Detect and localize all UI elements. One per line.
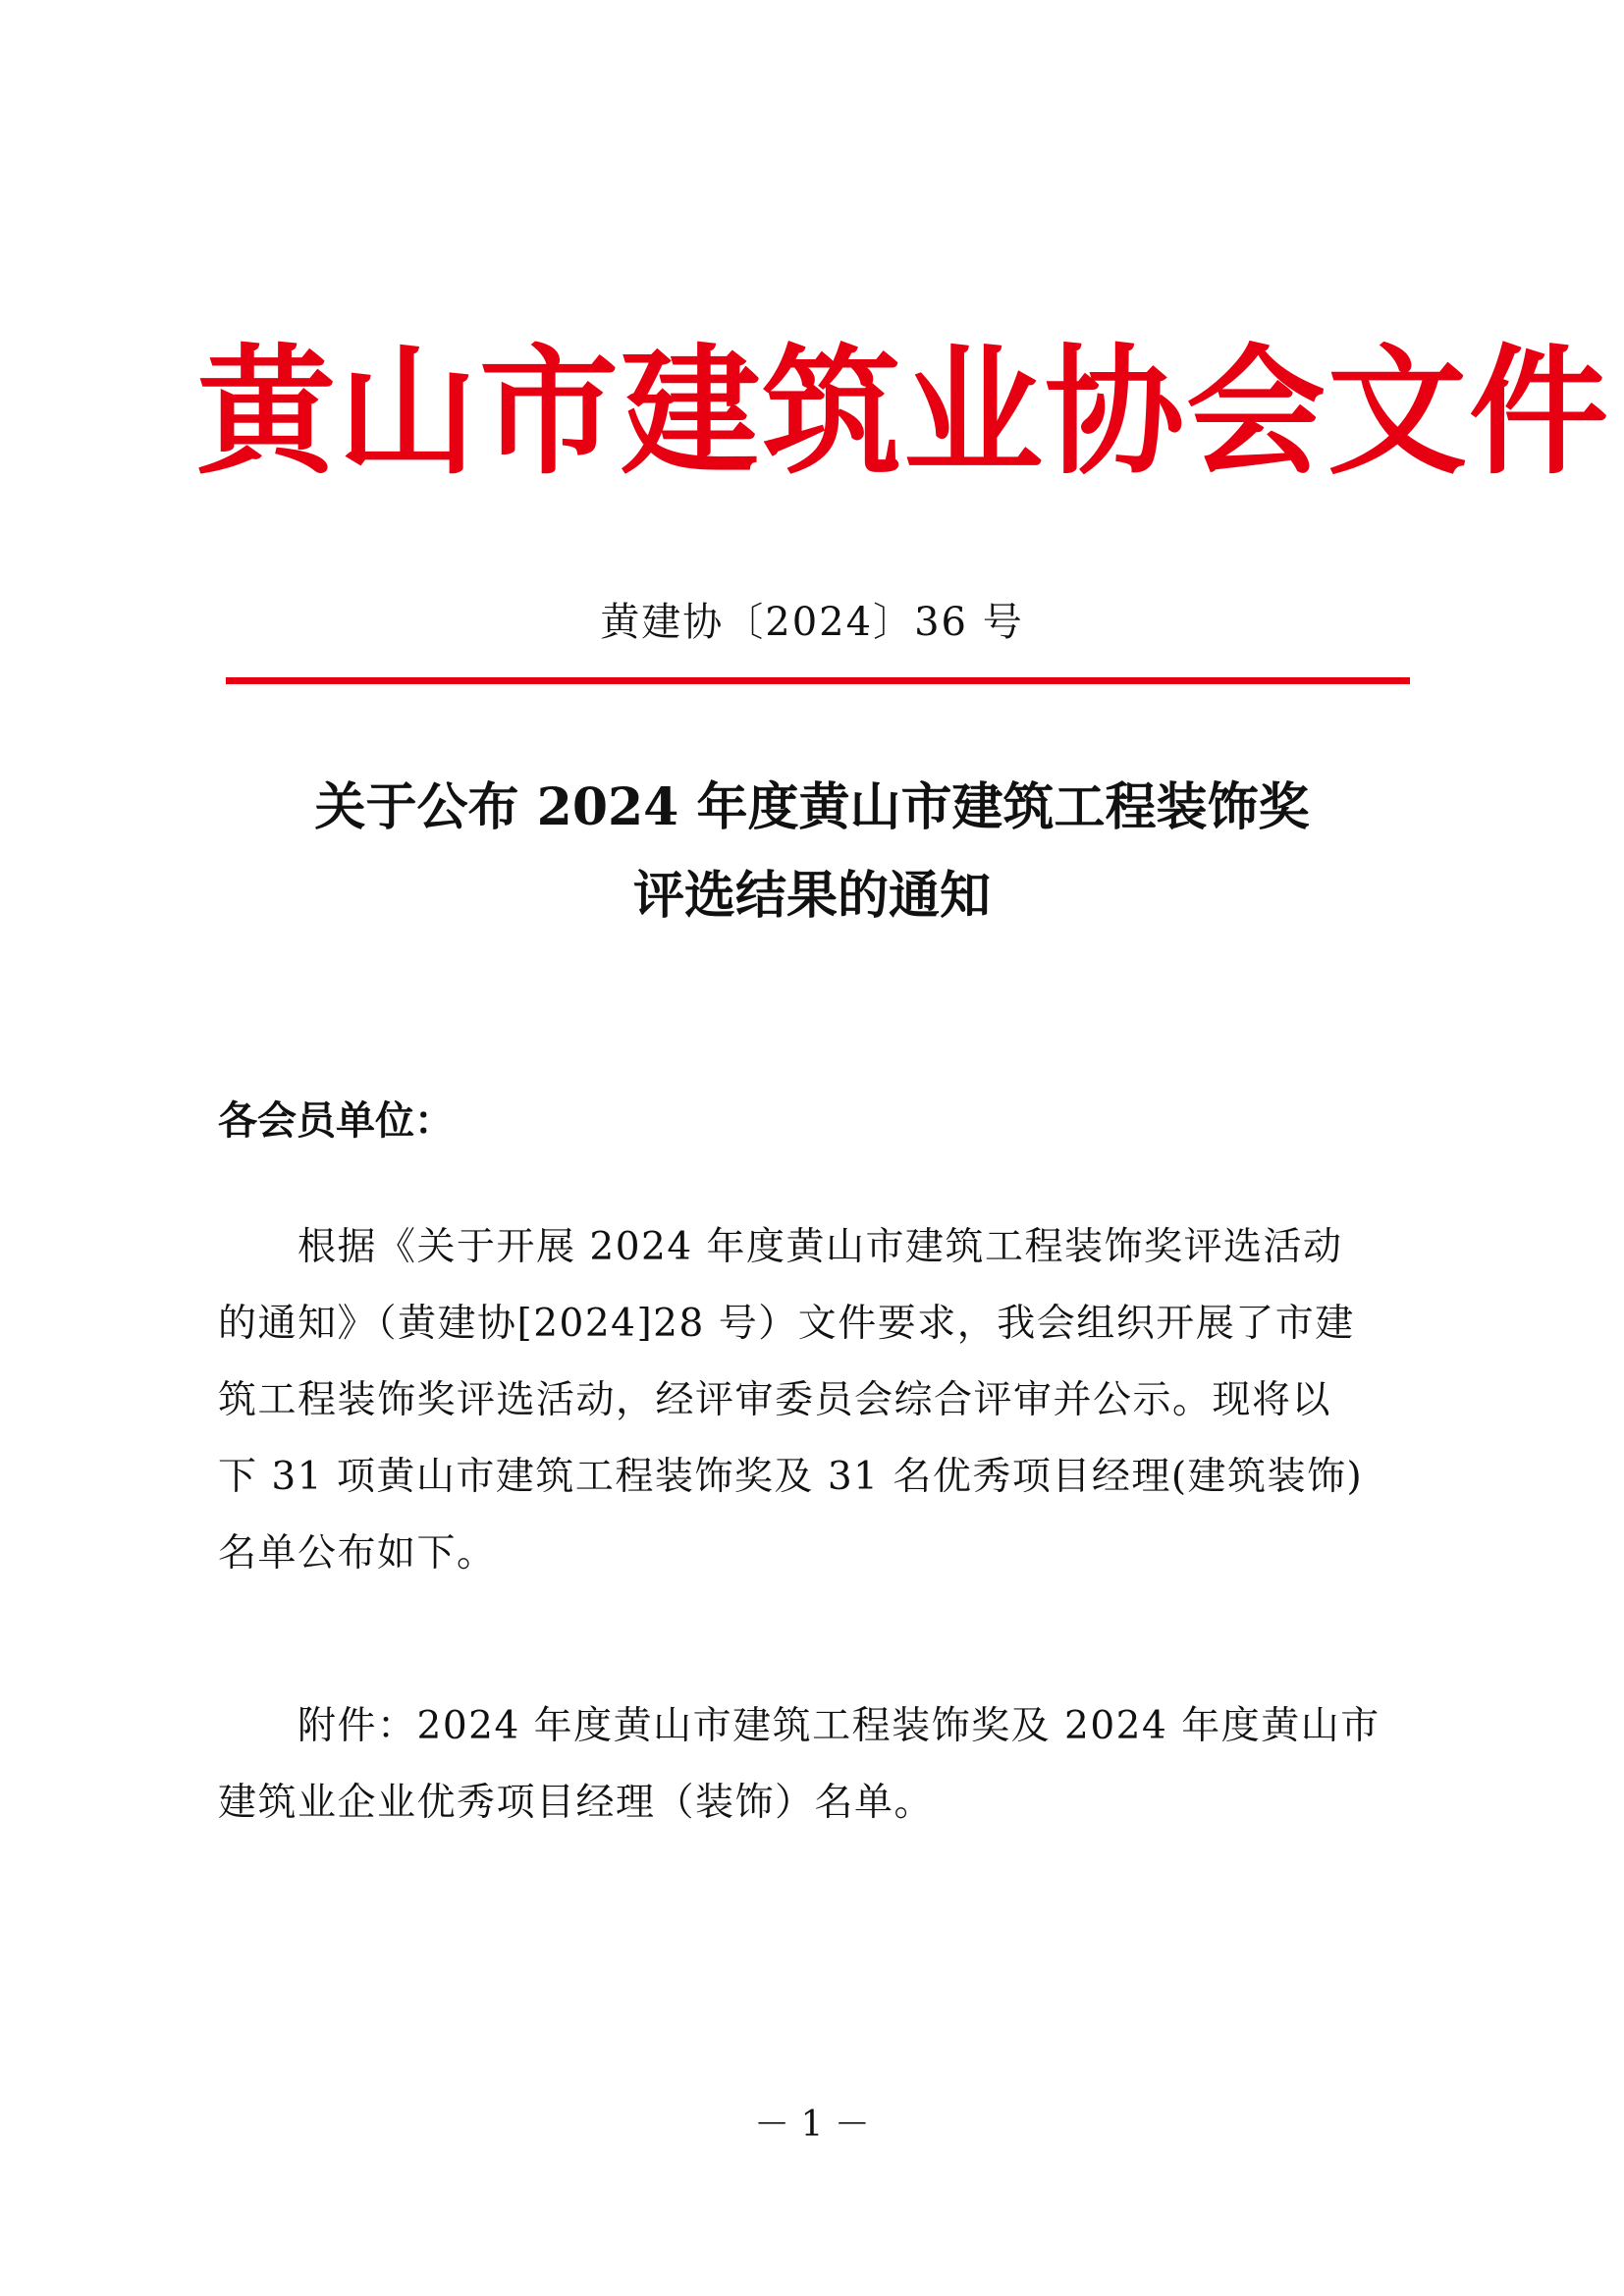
red-separator-line [226,677,1410,684]
salutation: 各会员单位： [218,1098,454,1144]
document-masthead: 黄山市建筑业协会文件 [196,331,1610,494]
paragraph-line: 建筑业企业优秀项目经理（装饰）名单。 [218,1781,935,1825]
title-line-1: 关于公布 2024 年度黄山市建筑工程装饰奖 [314,777,1310,837]
paragraph-line: 名单公布如下。 [218,1531,497,1575]
paragraph-line: 根据《关于开展 2024 年度黄山市建筑工程装饰奖评选活动 [218,1225,1343,1269]
paragraph-line: 附件：2024 年度黄山市建筑工程装饰奖及 2024 年度黄山市 [218,1704,1380,1748]
main-paragraph [218,1209,1432,1592]
paragraph-line: 下 31 项黄山市建筑工程装饰奖及 31 名优秀项目经理(建筑装饰) [218,1455,1364,1499]
page-number: － 1 － [754,2105,870,2145]
paragraph-line: 的通知》（黄建协[2024]28 号）文件要求，我会组织开展了市建 [218,1302,1355,1346]
paragraph-line: 筑工程装饰奖评选活动，经评审委员会综合评审并公示。现将以 [218,1378,1332,1422]
title-line-2: 评选结果的通知 [632,866,991,926]
document-number: 黄建协〔2024〕36 号 [600,600,1024,645]
attachment-paragraph [218,1688,1432,1842]
document-title [196,764,1428,940]
